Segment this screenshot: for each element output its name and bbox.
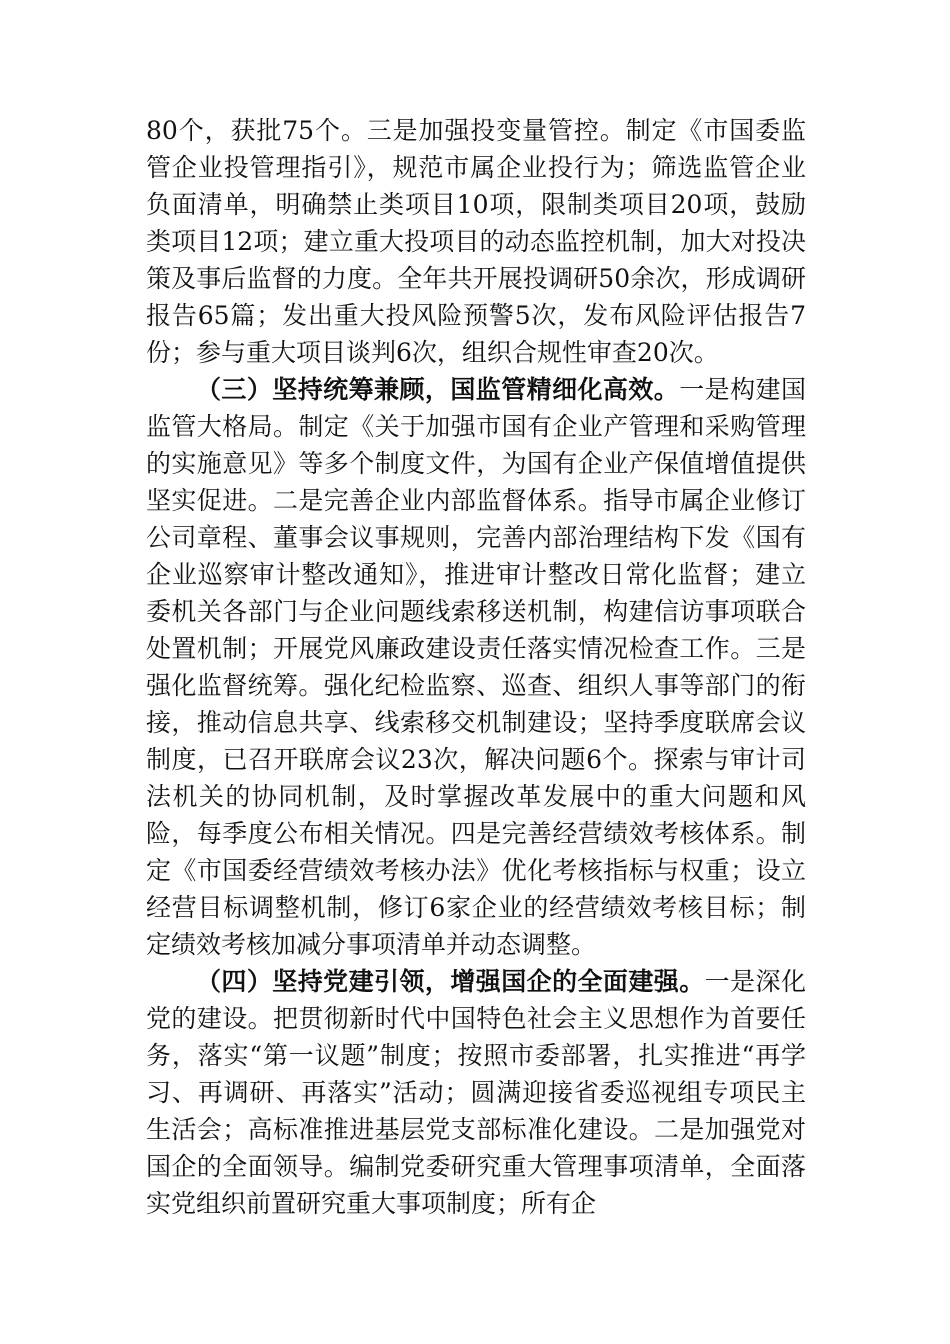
document-body — [146, 112, 806, 1222]
paragraph-body: 80个，获批75个。三是加强投变量管控。制定《市国委监管企业投管理指引》，规范市属企业投行为；筛选监管企业负面清单，明确禁止类项目10项，限制类项目20项，鼓励类项目12项；建立重大投项目的动态监控机制，加大对投决策及事后监督的力度。全年共开展投调研50余次，形成调研报告65篇；发出重大投风险预警5次，发布风险评估报告7份；参与重大项目谈判6次，组织合规性审查20次。 — [146, 116, 806, 367]
paragraph-section-four — [146, 963, 806, 1222]
section-heading: （三）坚持统筹兼顾，国监管精细化高效。 — [196, 375, 680, 404]
paragraph-body: 一是构建国监管大格局。制定《关于加强市国有企业产管理和采购管理的实施意见》等多个制度文件，为国有企业产保值增值提供坚实促进。二是完善企业内部监督体系。指导市属企业修订公司章程、董事会议事规则，完善内部治理结构下发《国有企业巡察审计整改通知》，推进审计整改日常化监督；建立委机关各部门与企业问题线索移送机制，构建信访事项联合处置机制；开展党风廉政建设责任落实情况检查工作。三是强化监督统筹。强化纪检监察、巡查、组织人事等部门的衔接，推动信息共享、线索移交机制建设；坚持季度联席会议制度，已召开联席会议23次，解决问题6个。探索与审计司法机关的协同机制，及时掌握改革发展中的重大问题和风险，每季度公布相关情况。四是完善经营绩效考核体系。制定《市国委经营绩效考核办法》优化考核指标与权重；设立经营目标调整机制，修订6家企业的经营绩效考核目标；制定绩效考核加减分事项清单并动态调整。 — [146, 375, 806, 959]
paragraph-section-three — [146, 371, 806, 963]
section-heading: （四）坚持党建引领，增强国企的全面建强。 — [196, 967, 705, 996]
paragraph-continuation — [146, 112, 806, 371]
paragraph-body: 一是深化党的建设。把贯彻新时代中国特色社会主义思想作为首要任务，落实“第一议题”制度；按照市委部署，扎实推进“再学习、再调研、再落实”活动；圆满迎接省委巡视组专项民主生活会；高标准推进基层党支部标准化建设。二是加强党对国企的全面领导。编制党委研究重大管理事项清单，全面落实党组织前置研究重大事项制度；所有企 — [146, 967, 806, 1218]
